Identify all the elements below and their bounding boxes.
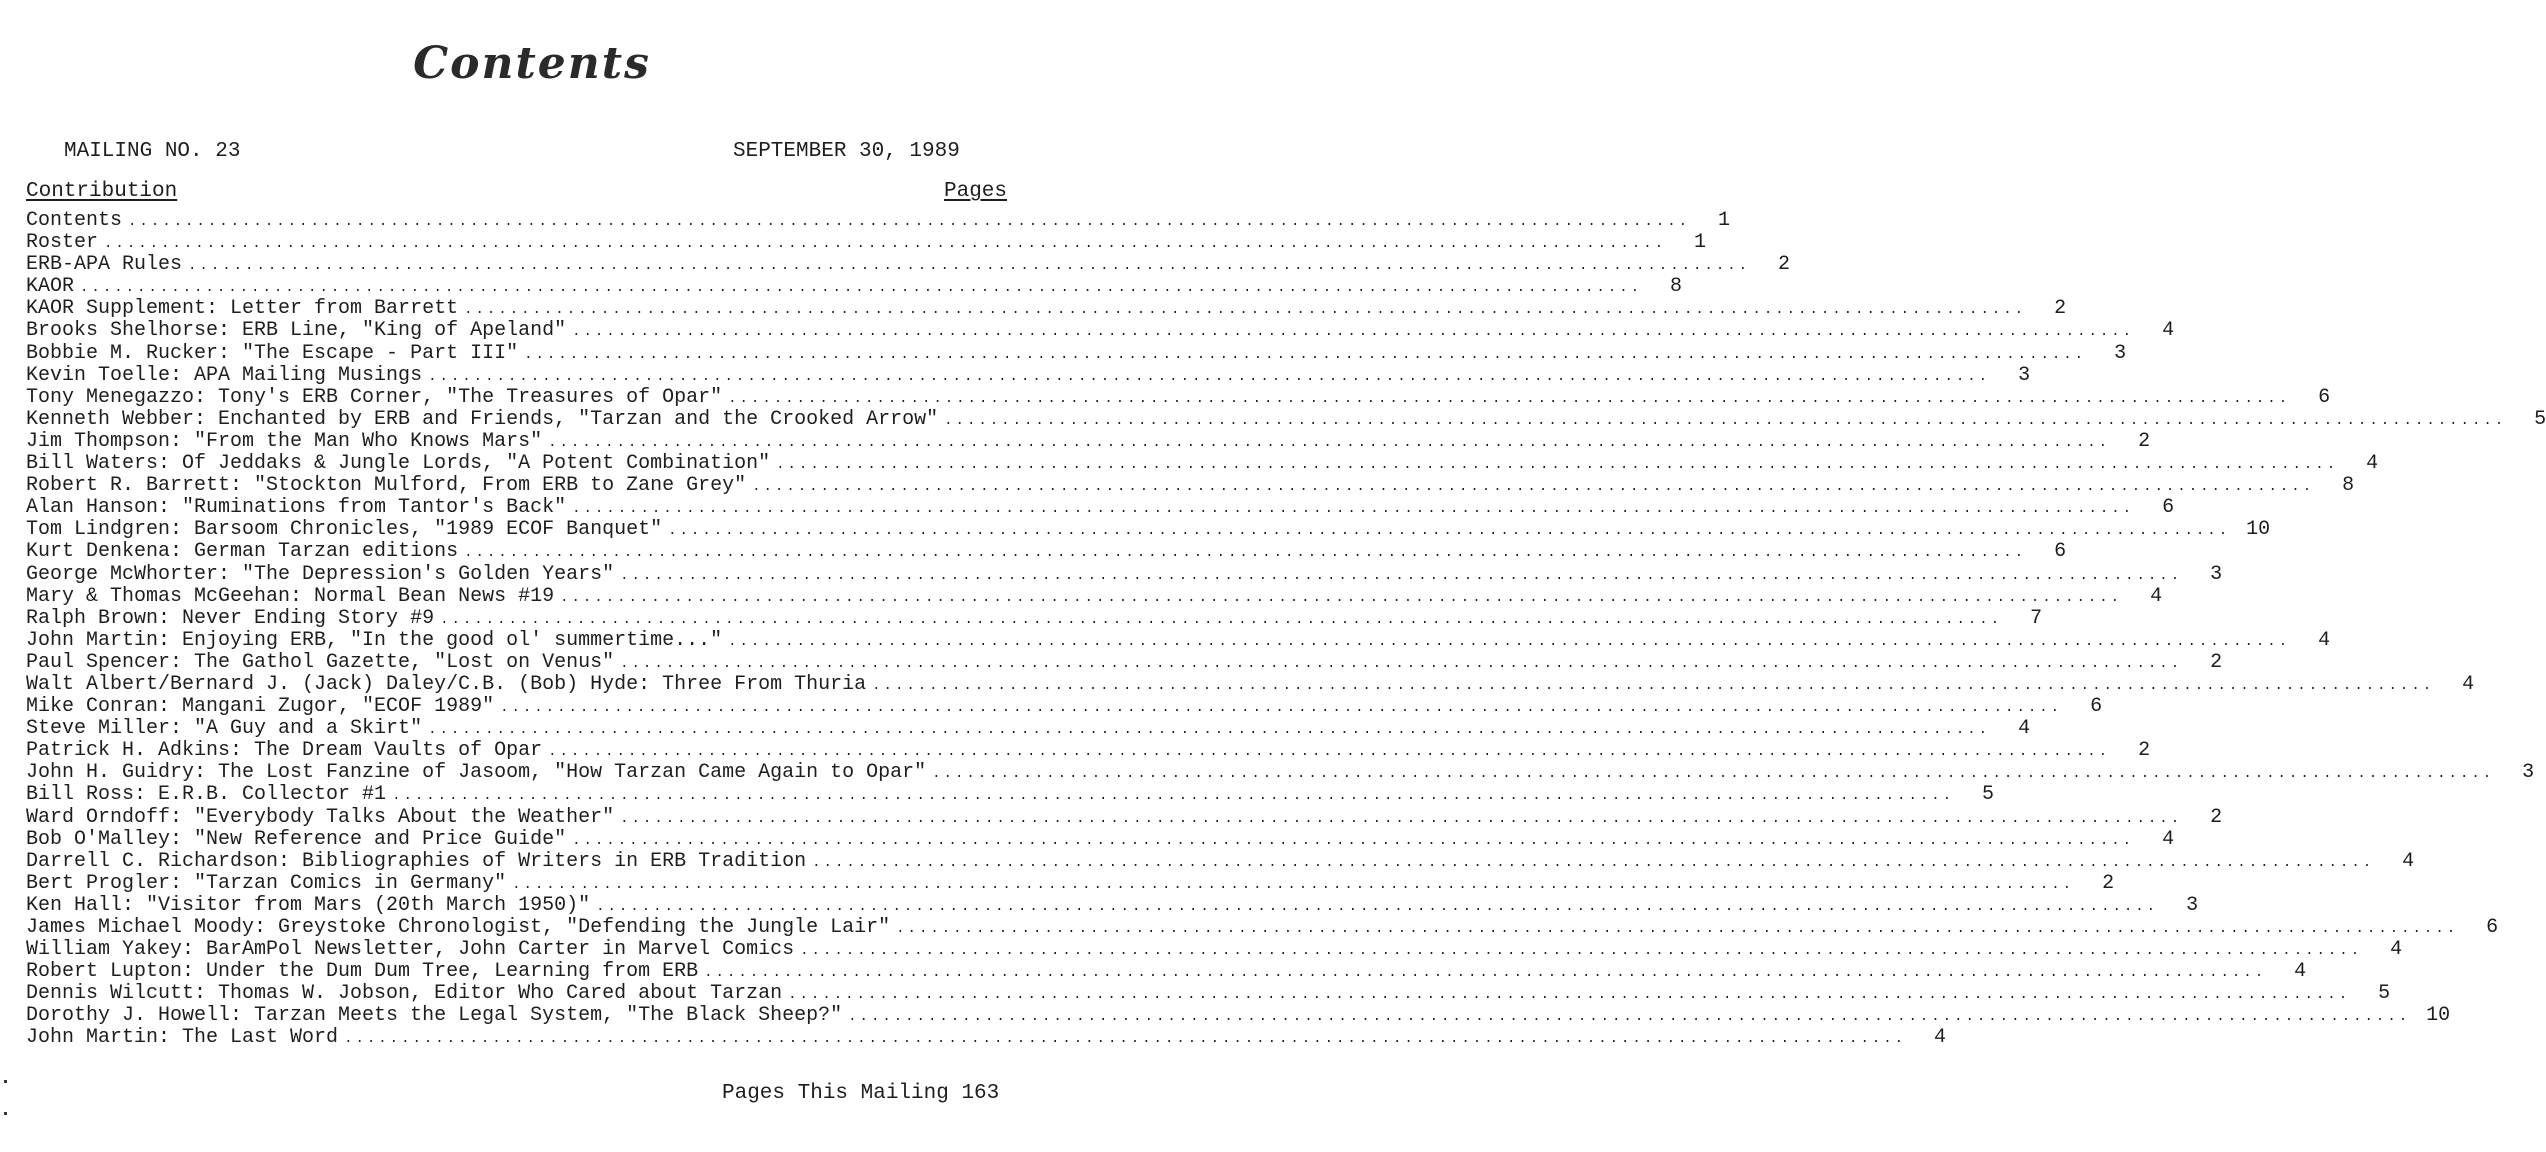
list-item: [26, 474, 2355, 498]
entry-pages: 2: [2210, 805, 2223, 829]
list-item: [26, 275, 1683, 299]
list-item: [26, 672, 2475, 696]
entry-pages: 8: [2342, 474, 2355, 498]
dot-leader: [932, 763, 2494, 785]
dot-leader: [944, 410, 2506, 432]
entry-pages: 4: [2162, 319, 2175, 343]
entry-pages: 8: [1670, 275, 1683, 299]
entry-pages: 3: [2210, 562, 2223, 586]
dot-leader: [812, 852, 2374, 874]
entry-pages: 1: [1694, 231, 1707, 255]
entry-title: Robert R. Barrett: "Stockton Mulford, From ERB to Zane Grey": [26, 474, 747, 498]
dot-leader: [728, 388, 2290, 410]
entry-title: Tony Menegazzo: Tony's ERB Corner, "The Treasures of Opar": [26, 385, 723, 409]
entry-title: Bill Ross: E.R.B. Collector #1: [26, 783, 387, 807]
list-item: [26, 628, 2331, 652]
entry-title: Dennis Wilcutt: Thomas W. Jobson, Editor Who Cared about Tarzan: [26, 982, 783, 1006]
entry-pages: 2: [2210, 650, 2223, 674]
dot-leader: [788, 984, 2350, 1006]
contents-list: [26, 209, 2546, 1050]
entry-title: Darrell C. Richardson: Bibliographies of Writers in ERB Tradition: [26, 849, 807, 873]
entry-pages: 3: [2522, 761, 2535, 785]
dot-leader: [572, 498, 2134, 520]
entry-pages: 4: [2150, 584, 2163, 608]
list-item: [26, 739, 2151, 763]
entry-title: Jim Thompson: "From the Man Who Knows Mars": [26, 429, 543, 453]
dot-leader: [548, 432, 2110, 454]
mailing-number: MAILING NO. 23: [64, 140, 241, 163]
list-item: [26, 916, 2499, 939]
entry-pages: 4: [2390, 938, 2403, 962]
dot-leader: [392, 785, 1954, 807]
entry-pages: 2: [2054, 297, 2067, 321]
list-item: [26, 761, 2535, 785]
entry-pages: 4: [1934, 1026, 1947, 1050]
dot-leader: [524, 344, 2086, 366]
entry-title: Steve Miller: "A Guy and a Skirt": [26, 717, 423, 741]
dot-leader: [872, 675, 2434, 697]
list-item: [26, 1004, 2451, 1028]
list-item: [26, 496, 2175, 520]
list-item: [26, 407, 2546, 431]
list-item: [26, 297, 2067, 321]
dot-leader: [512, 874, 2074, 896]
dot-leader: [500, 697, 2062, 719]
dot-leader: [752, 476, 2314, 498]
edge-mark: [4, 1112, 7, 1115]
dot-leader: [128, 211, 1690, 233]
dot-leader: [428, 719, 1990, 741]
list-item: [26, 385, 2331, 409]
entry-title: Bill Waters: Of Jeddaks & Jungle Lords, "A Potent Combination": [26, 452, 771, 476]
entry-pages: 5: [1982, 783, 1995, 807]
entry-title: William Yakey: BarAmPol Newsletter, John Carter in Marvel Comics: [26, 938, 795, 962]
entry-title: Tom Lindgren: Barsoom Chronicles, "1989 ECOF Banquet": [26, 518, 663, 542]
dot-leader: [464, 542, 2026, 564]
list-item: [26, 319, 2175, 343]
entry-pages: 5: [2378, 982, 2391, 1006]
entry-pages: 7: [2030, 606, 2043, 630]
entry-pages: 1: [1718, 209, 1731, 232]
mailing-date: SEPTEMBER 30, 1989: [733, 140, 960, 163]
entry-pages: 2: [2102, 871, 2115, 895]
page-title: Contents: [413, 38, 651, 89]
entry-title: Ralph Brown: Never Ending Story #9: [26, 606, 435, 630]
dot-leader: [440, 609, 2002, 631]
list-item: [26, 982, 2391, 1006]
entry-pages: 10: [2246, 518, 2271, 542]
entry-pages: 6: [2318, 385, 2331, 409]
dot-leader: [848, 1006, 2410, 1028]
list-item: [26, 209, 1731, 232]
entry-title: Bob O'Malley: "New Reference and Price Guide": [26, 827, 567, 851]
dot-leader: [464, 299, 2026, 321]
entry-pages: 2: [1778, 253, 1791, 277]
dot-leader: [596, 896, 2158, 918]
list-item: [26, 849, 2415, 873]
entry-pages: 3: [2018, 363, 2031, 387]
entry-title: Patrick H. Adkins: The Dream Vaults of Opar: [26, 739, 543, 763]
list-item: [26, 429, 2151, 453]
dot-leader: [572, 321, 2134, 343]
entry-title: ERB-APA Rules: [26, 253, 183, 277]
edge-mark: [4, 1080, 7, 1083]
dot-leader: [188, 255, 1750, 277]
entry-pages: 4: [2294, 960, 2307, 984]
entry-title: KAOR: [26, 275, 75, 299]
entry-title: Robert Lupton: Under the Dum Dum Tree, Learning from ERB: [26, 960, 699, 984]
list-item: [26, 341, 2127, 365]
list-item: [26, 562, 2223, 586]
entry-pages: 4: [2402, 849, 2415, 873]
list-item: [26, 871, 2115, 895]
entry-title: John Martin: The Last Word: [26, 1026, 339, 1050]
dot-leader: [620, 808, 2182, 830]
entry-title: George McWhorter: "The Depression's Golden Years": [26, 562, 615, 586]
list-item: [26, 584, 2163, 608]
entry-pages: 4: [2162, 827, 2175, 851]
entry-title: Brooks Shelhorse: ERB Line, "King of Apeland": [26, 319, 567, 343]
list-item: [26, 960, 2307, 984]
total-pages: Pages This Mailing 163: [722, 1082, 1000, 1105]
entry-pages: 6: [2162, 496, 2175, 520]
dot-leader: [728, 631, 2290, 653]
dot-leader: [668, 520, 2230, 542]
entry-title: Bert Progler: "Tarzan Comics in Germany": [26, 871, 507, 895]
list-item: [26, 827, 2175, 851]
entry-pages: 6: [2486, 916, 2499, 939]
dot-leader: [428, 366, 1990, 388]
entry-title: Ward Orndoff: "Everybody Talks About the Weather": [26, 805, 615, 829]
entry-pages: 3: [2114, 341, 2127, 365]
entry-pages: 4: [2018, 717, 2031, 741]
list-item: [26, 893, 2199, 917]
entry-pages: 6: [2090, 695, 2103, 719]
list-item: [26, 253, 1791, 277]
list-item: [26, 231, 1707, 255]
list-item: [26, 695, 2103, 719]
entry-pages: 2: [2138, 739, 2151, 763]
dot-leader: [620, 653, 2182, 675]
list-item: [26, 783, 1995, 807]
list-item: [26, 518, 2271, 542]
entry-title: Mary & Thomas McGeehan: Normal Bean News #19: [26, 584, 555, 608]
entry-title: Paul Spencer: The Gathol Gazette, "Lost on Venus": [26, 650, 615, 674]
dot-leader: [80, 277, 1642, 299]
entry-title: John H. Guidry: The Lost Fanzine of Jasoom, "How Tarzan Came Again to Opar": [26, 761, 927, 785]
entry-pages: 3: [2186, 893, 2199, 917]
entry-pages: 10: [2426, 1004, 2451, 1028]
entry-pages: 4: [2318, 628, 2331, 652]
entry-title: Dorothy J. Howell: Tarzan Meets the Legal System, "The Black Sheep?": [26, 1004, 843, 1028]
list-item: [26, 540, 2067, 564]
list-item: [26, 1026, 1947, 1050]
entry-pages: 6: [2054, 540, 2067, 564]
dot-leader: [776, 454, 2338, 476]
entry-title: Walt Albert/Bernard J. (Jack) Daley/C.B. (Bob) Hyde: Three From Thuria: [26, 672, 867, 696]
dot-leader: [572, 830, 2134, 852]
list-item: [26, 452, 2379, 476]
dot-leader: [548, 741, 2110, 763]
entry-pages: 5: [2534, 407, 2546, 431]
dot-leader: [704, 962, 2266, 984]
list-item: [26, 938, 2403, 962]
list-item: [26, 805, 2223, 829]
entry-pages: 2: [2138, 429, 2151, 453]
entry-title: Contents: [26, 209, 123, 232]
dot-leader: [896, 918, 2458, 940]
entry-title: KAOR Supplement: Letter from Barrett: [26, 297, 459, 321]
entry-title: Ken Hall: "Visitor from Mars (20th March 1950)": [26, 893, 591, 917]
entry-title: Kenneth Webber: Enchanted by ERB and Friends, "Tarzan and the Crooked Arrow": [26, 407, 939, 431]
dot-leader: [560, 587, 2122, 609]
list-item: [26, 606, 2043, 630]
entry-title: Kevin Toelle: APA Mailing Musings: [26, 363, 423, 387]
list-item: [26, 650, 2223, 674]
entry-title: James Michael Moody: Greystoke Chronologist, "Defending the Jungle Lair": [26, 916, 891, 939]
entry-title: Alan Hanson: "Ruminations from Tantor's Back": [26, 496, 567, 520]
dot-leader: [800, 940, 2362, 962]
entry-pages: 4: [2366, 452, 2379, 476]
list-item: [26, 363, 2031, 387]
entry-title: John Martin: Enjoying ERB, "In the good ol' summertime...": [26, 628, 723, 652]
entry-pages: 4: [2462, 672, 2475, 696]
dot-leader: [620, 565, 2182, 587]
entry-title: Roster: [26, 231, 99, 255]
dot-leader: [344, 1028, 1906, 1050]
entry-title: Kurt Denkena: German Tarzan editions: [26, 540, 459, 564]
contribution-header: Contribution: [26, 180, 178, 203]
list-item: [26, 717, 2031, 741]
pages-header: Pages: [944, 180, 1008, 203]
dot-leader: [104, 233, 1666, 255]
entry-title: Mike Conran: Mangani Zugor, "ECOF 1989": [26, 695, 495, 719]
entry-title: Bobbie M. Rucker: "The Escape - Part III": [26, 341, 519, 365]
